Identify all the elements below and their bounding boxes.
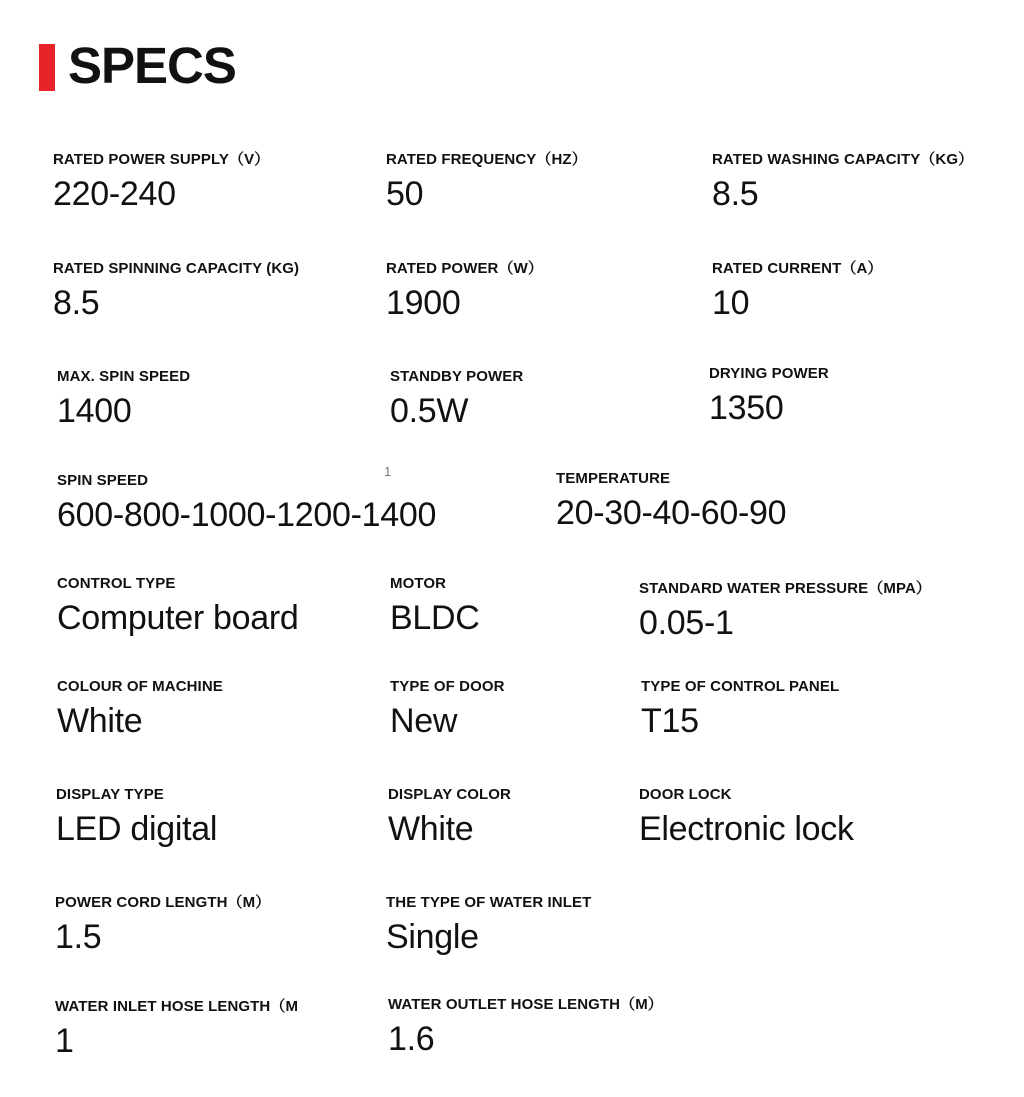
- spec-rated-spinning-capacity: [53, 259, 299, 324]
- spec-label: RATED CURRENT（A）: [712, 260, 883, 277]
- spec-motor: [390, 574, 480, 639]
- spec-water-outlet-hose-length: [388, 995, 663, 1060]
- spec-label: STANDARD WATER PRESSURE（MPA）: [639, 580, 931, 597]
- spec-value: Computer board: [57, 599, 299, 637]
- spec-label: THE TYPE OF WATER INLET: [386, 894, 592, 911]
- spec-standard-water-pressure: [639, 579, 931, 644]
- spec-label: POWER CORD LENGTH（M）: [55, 894, 271, 911]
- spec-rated-current: [712, 259, 882, 324]
- spec-label: TYPE OF DOOR: [390, 678, 505, 695]
- spec-value: 20-30-40-60-90: [556, 494, 787, 532]
- spec-rated-power: [386, 259, 543, 324]
- spec-label: RATED POWER（W）: [386, 260, 543, 277]
- spec-drying-power: [709, 364, 829, 429]
- spec-value: 8.5: [53, 284, 100, 322]
- spec-value: BLDC: [390, 599, 480, 637]
- spec-value: 1.5: [55, 918, 102, 956]
- spec-value: T15: [641, 702, 699, 740]
- spec-value: White: [388, 810, 474, 848]
- spec-power-cord-length: [55, 893, 270, 958]
- spec-standby-power: [390, 367, 523, 432]
- stray-mark: 1: [384, 464, 392, 479]
- spec-label: MOTOR: [390, 575, 447, 592]
- spec-rated-power-supply: [53, 150, 269, 215]
- spec-value: 600-800-1000-1200-1400: [57, 496, 437, 534]
- spec-value: 0.5W: [390, 392, 469, 430]
- spec-rated-frequency: [386, 150, 587, 215]
- spec-label: RATED WASHING CAPACITY（KG）: [712, 151, 974, 168]
- spec-value: 1400: [57, 392, 132, 430]
- spec-spin-speed: [57, 471, 436, 536]
- spec-type-of-control-panel: [641, 677, 839, 742]
- spec-label: DOOR LOCK: [639, 786, 732, 803]
- spec-label: RATED POWER SUPPLY（V）: [53, 151, 270, 168]
- spec-label: TYPE OF CONTROL PANEL: [641, 678, 840, 695]
- spec-type-of-water-inlet: [386, 893, 591, 958]
- spec-label: RATED SPINNING CAPACITY (KG): [53, 260, 300, 277]
- spec-max-spin-speed: [57, 367, 190, 432]
- spec-value: 8.5: [712, 175, 759, 213]
- spec-label: DRYING POWER: [709, 365, 829, 382]
- spec-display-color: [388, 785, 511, 850]
- spec-label: DISPLAY TYPE: [56, 786, 164, 803]
- spec-label: WATER INLET HOSE LENGTH（M: [55, 998, 299, 1015]
- spec-value: 1.6: [388, 1020, 435, 1058]
- spec-water-inlet-hose-length: [55, 997, 298, 1062]
- spec-label: STANDBY POWER: [390, 368, 524, 385]
- spec-control-type: [57, 574, 299, 639]
- title-accent-bar: [39, 44, 55, 91]
- spec-rated-washing-capacity: [712, 150, 973, 215]
- spec-value: White: [57, 702, 143, 740]
- page-title: SPECS: [68, 37, 236, 94]
- spec-value: 1350: [709, 389, 784, 427]
- spec-value: New: [390, 702, 458, 740]
- spec-value: 0.05-1: [639, 604, 734, 642]
- spec-label: COLOUR OF MACHINE: [57, 678, 223, 695]
- spec-label: SPIN SPEED: [57, 472, 149, 489]
- spec-label: CONTROL TYPE: [57, 575, 176, 592]
- spec-value: LED digital: [56, 810, 218, 848]
- spec-value: 220-240: [53, 175, 176, 213]
- spec-value: 1: [55, 1022, 74, 1060]
- spec-label: TEMPERATURE: [556, 470, 671, 487]
- spec-value: Single: [386, 918, 479, 956]
- spec-label: RATED FREQUENCY（HZ）: [386, 151, 587, 168]
- spec-value: Electronic lock: [639, 810, 854, 848]
- spec-label: DISPLAY COLOR: [388, 786, 511, 803]
- spec-type-of-door: [390, 677, 505, 742]
- spec-colour-of-machine: [57, 677, 223, 742]
- spec-temperature: [556, 469, 786, 534]
- spec-label: MAX. SPIN SPEED: [57, 368, 191, 385]
- spec-door-lock: [639, 785, 854, 850]
- spec-value: 50: [386, 175, 424, 213]
- spec-label: WATER OUTLET HOSE LENGTH（M）: [388, 996, 663, 1013]
- spec-value: 1900: [386, 284, 461, 322]
- spec-value: 10: [712, 284, 750, 322]
- spec-display-type: [56, 785, 217, 850]
